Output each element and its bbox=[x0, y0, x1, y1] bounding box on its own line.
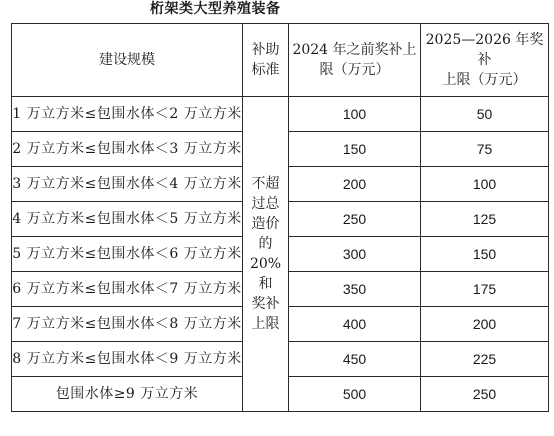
scale-cell: 7 万立方米≤包围水体＜8 万立方米 bbox=[12, 307, 243, 342]
header-row bbox=[12, 24, 549, 97]
header-limit-after-line2: 上限（万元） bbox=[442, 72, 527, 88]
scale-cell: 8 万立方米≤包围水体＜9 万立方米 bbox=[12, 342, 243, 377]
standard-line: 奖补 bbox=[251, 296, 280, 312]
header-limit-after bbox=[421, 24, 549, 97]
scale-cell: 5 万立方米≤包围水体＜6 万立方米 bbox=[12, 237, 243, 272]
limit-before-cell: 150 bbox=[289, 132, 421, 167]
header-scale-label: 建设规模 bbox=[99, 52, 155, 68]
standard-line: 造价 bbox=[251, 216, 280, 232]
limit-before-cell: 500 bbox=[289, 377, 421, 412]
limit-after-cell: 125 bbox=[421, 202, 549, 237]
limit-after-cell: 150 bbox=[421, 237, 549, 272]
standard-cell bbox=[243, 97, 289, 412]
scale-cell: 2 万立方米≤包围水体＜3 万立方米 bbox=[12, 132, 243, 167]
header-standard-line2: 标准 bbox=[251, 62, 280, 78]
scale-cell: 3 万立方米≤包围水体＜4 万立方米 bbox=[12, 167, 243, 202]
limit-before-cell: 450 bbox=[289, 342, 421, 377]
header-limit-before-line1: 2024 年之前奖补上 bbox=[292, 42, 417, 58]
header-limit-after-line1: 2025—2026 年奖补 bbox=[425, 32, 544, 68]
header-standard-line1: 补助 bbox=[251, 42, 280, 58]
standard-line: 的 bbox=[258, 236, 273, 252]
limit-after-cell: 50 bbox=[421, 97, 549, 132]
header-limit-before bbox=[289, 24, 421, 97]
limit-before-cell: 350 bbox=[289, 272, 421, 307]
limit-before-cell: 100 bbox=[289, 97, 421, 132]
scale-cell: 1 万立方米≤包围水体＜2 万立方米 bbox=[12, 97, 243, 132]
limit-after-cell: 200 bbox=[421, 307, 549, 342]
limit-after-cell: 175 bbox=[421, 272, 549, 307]
limit-after-cell: 225 bbox=[421, 342, 549, 377]
header-standard bbox=[243, 24, 289, 97]
header-limit-before-line2: 限（万元） bbox=[319, 62, 390, 78]
limit-before-cell: 400 bbox=[289, 307, 421, 342]
scale-cell: 6 万立方米≤包围水体＜7 万立方米 bbox=[12, 272, 243, 307]
standard-line: 上限 bbox=[251, 316, 280, 332]
limit-before-cell: 300 bbox=[289, 237, 421, 272]
table-caption: 桁架类大型养殖装备 bbox=[150, 1, 281, 17]
standard-line: 过总 bbox=[251, 196, 280, 212]
scale-cell: 包围水体≥9 万立方米 bbox=[12, 377, 243, 412]
limit-after-cell: 100 bbox=[421, 167, 549, 202]
limit-after-cell: 250 bbox=[421, 377, 549, 412]
standard-line: 不超 bbox=[251, 176, 280, 192]
limit-after-cell: 75 bbox=[421, 132, 549, 167]
header-scale bbox=[12, 24, 243, 97]
limit-before-cell: 250 bbox=[289, 202, 421, 237]
table-row bbox=[12, 97, 549, 132]
limit-before-cell: 200 bbox=[289, 167, 421, 202]
subsidy-table bbox=[11, 23, 549, 412]
scale-cell: 4 万立方米≤包围水体＜5 万立方米 bbox=[12, 202, 243, 237]
standard-line: 20%和 bbox=[249, 256, 282, 292]
